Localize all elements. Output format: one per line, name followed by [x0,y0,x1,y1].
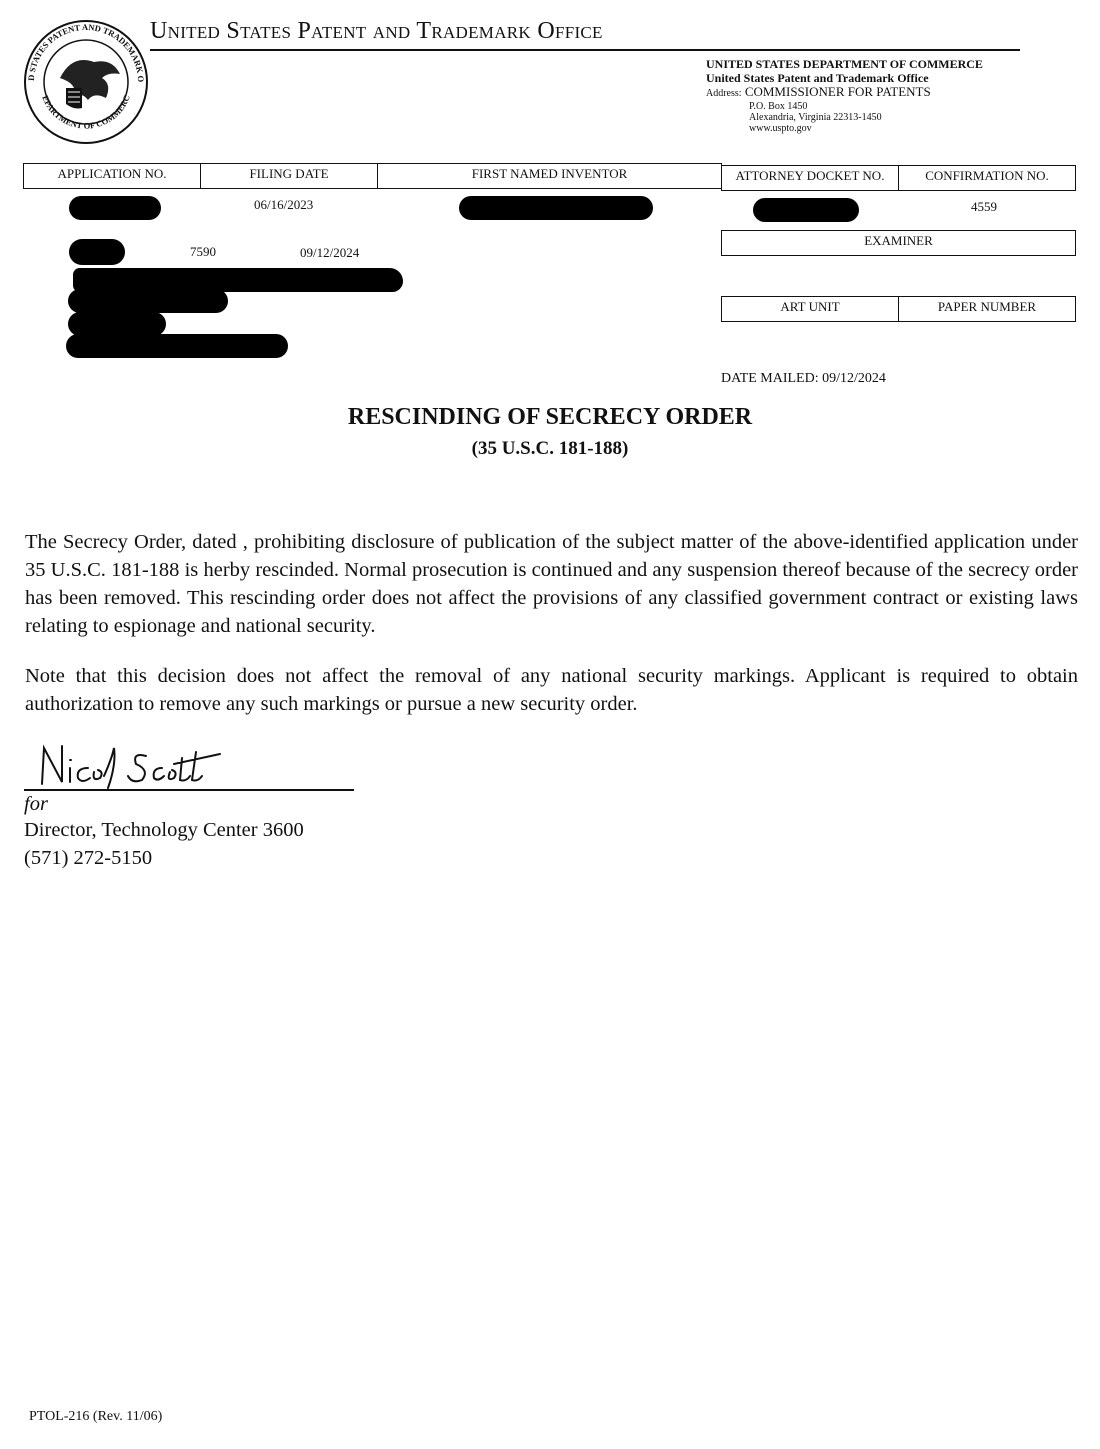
document-subtitle: (35 U.S.C. 181-188) [471,438,629,459]
document-title: RESCINDING OF SECRECY ORDER [347,404,753,430]
col-header-first-inventor: FIRST NAMED INVENTOR [377,163,722,189]
col-header-application-no: APPLICATION NO. [23,163,201,189]
body-paragraph-2: Note that this decision does not affect the removal of any national security markings. Applicant is required to obtain authorization to remove any such markings or pursue a new security order. [25,665,1078,715]
address-label: Address: [706,88,742,99]
svg-text:DEPARTMENT OF COMMERCE: EPARTMENT OF COMMERC [40,93,132,131]
department-address-block [706,57,983,134]
address-line-website: www.uspto.gov [749,123,812,134]
redacted-address-line-2 [68,289,228,313]
signature-for-label: for [24,793,48,815]
body-paragraph-1: The Secrecy Order, dated , prohibiting disclosure of publication of the subject matter of the above-identified application under 35 U.S.C. 181-188 is herby rescinded. Normal prosecution is continued and any suspension thereof because of the secrecy order has been removed. This rescinding order does not affect the provisions of any classified government contract or existing laws relating to espionage and national security. [25,531,1078,637]
redacted-attorney-docket [753,198,859,222]
paper-number-box: PAPER NUMBER [898,296,1076,322]
art-unit-box: ART UNIT [721,296,899,322]
form-identifier: PTOL-216 (Rev. 11/06) [29,1409,163,1424]
office-name: United States Patent and Trademark Office [706,71,929,85]
office-title: United States Patent and Trademark Office [150,18,603,44]
handwritten-signature [36,738,236,790]
address-line-commissioner: COMMISSIONER FOR PATENTS [744,84,931,99]
redacted-first-inventor [459,196,653,220]
redacted-application-no [69,196,161,220]
signatory-title: Director, Technology Center 3600 [24,819,304,841]
examiner-box: EXAMINER [721,230,1076,256]
department-name: UNITED STATES DEPARTMENT OF COMMERCE [706,57,983,71]
address-line-po-box: P.O. Box 1450 [749,101,808,112]
correspondence-code: 7590 [190,244,216,259]
filing-date-value: 06/16/2023 [254,197,314,212]
col-header-filing-date: FILING DATE [200,163,378,189]
signature-line [24,789,354,791]
signatory-phone: (571) 272-5150 [24,847,153,869]
redacted-address-line-3 [68,312,166,336]
col-header-attorney-docket: ATTORNEY DOCKET NO. [721,165,899,191]
redacted-customer-number [69,239,125,265]
header-divider [150,49,1020,51]
redacted-address-line-4 [66,334,288,358]
correspondence-date: 09/12/2024 [300,245,360,260]
col-header-confirmation: CONFIRMATION NO. [898,165,1076,191]
svg-text:UNITED STATES PATENT AND TRADE: D STATES PATENT AND TRADEMARK O [25,21,147,83]
confirmation-no-value: 4559 [971,199,997,214]
date-mailed: DATE MAILED: 09/12/2024 [721,371,886,386]
uspto-seal [22,18,150,146]
address-line-city: Alexandria, Virginia 22313-1450 [749,112,882,123]
